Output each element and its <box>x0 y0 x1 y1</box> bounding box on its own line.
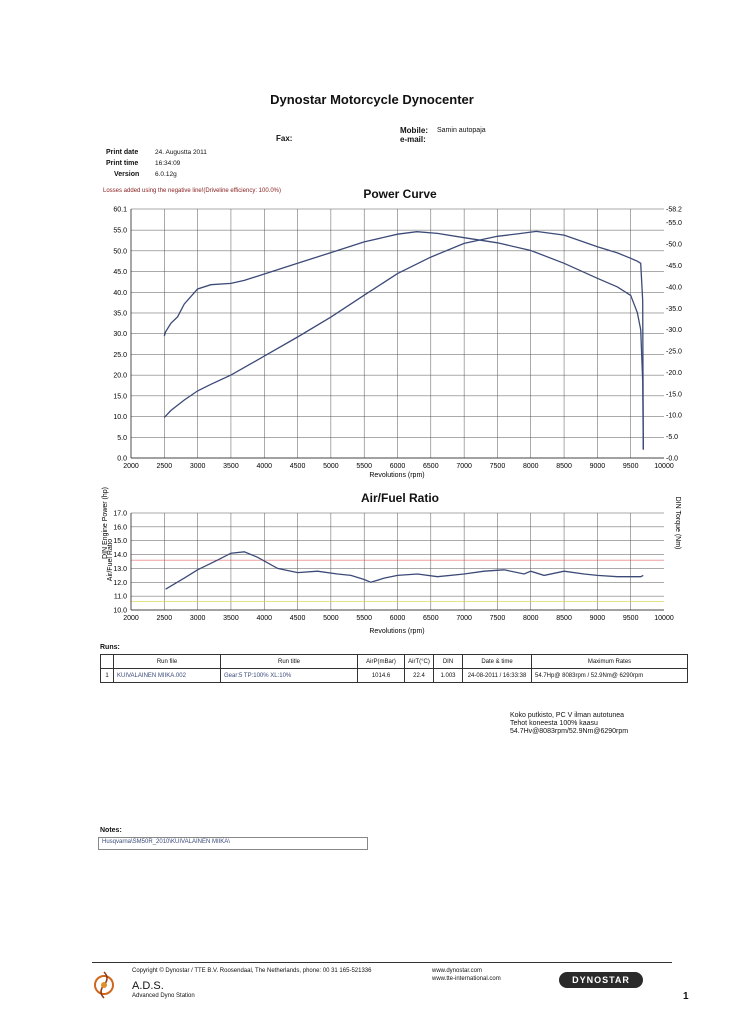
y-tick-label: 16.0 <box>113 524 127 532</box>
row-datetime: 24-08-2011 / 16:33:38 <box>463 669 532 683</box>
version-value: 6.0.12g <box>155 171 177 178</box>
x-tick-label: 6000 <box>389 615 406 622</box>
x-tick-label: 8500 <box>556 463 572 470</box>
x-tick-label: 7500 <box>489 615 506 622</box>
x-tick-label: 8500 <box>556 615 572 622</box>
col-airp: AirP(mBar) <box>358 655 405 669</box>
y-tick-label: 13.0 <box>113 565 127 573</box>
ads-title: A.D.S. <box>132 980 164 992</box>
row-run-file: KUIVALAINEN MIIKA.002 <box>114 669 221 683</box>
y2-tick-label: -58.2 <box>666 206 682 214</box>
print-date-value: 24. Augustta 2011 <box>155 149 207 156</box>
row-airt: 22.4 <box>405 669 434 683</box>
y-tick-label: 15.0 <box>113 538 127 546</box>
y-tick-label: 0.0 <box>117 455 127 463</box>
runs-table <box>100 654 688 683</box>
y2-tick-label: -15.0 <box>666 391 682 399</box>
dynostar-logo: DYNOSTAR <box>559 972 643 988</box>
x-tick-label: 3000 <box>189 463 206 470</box>
x-tick-label: 5000 <box>323 463 339 470</box>
comment-line-2: Tehot koneesta 100% kaasu <box>510 720 598 727</box>
power-chart-title: Power Curve <box>363 187 437 201</box>
y2-tick-label: -5.0 <box>666 434 679 442</box>
table-row[interactable] <box>101 669 688 683</box>
power-y-axis-label: DIN Engine Power (hp) <box>102 487 109 559</box>
y2-tick-label: -35.0 <box>666 305 682 313</box>
fax-label: Fax: <box>276 134 293 143</box>
x-tick-label: 2500 <box>156 615 173 622</box>
runs-header-row <box>101 655 688 669</box>
y-tick-label: 40.0 <box>113 289 127 297</box>
col-run-file: Run file <box>114 655 221 669</box>
y-tick-label: 35.0 <box>113 310 127 318</box>
copyright-text: Copyright © Dynostar / TTE B.V. Roosendaal, The Netherlands, phone: 00 31 165-521336 <box>132 968 372 974</box>
x-tick-label: 5000 <box>323 615 339 622</box>
x-tick-label: 8000 <box>522 463 539 470</box>
row-airp: 1014.6 <box>358 669 405 683</box>
x-tick-label: 10000 <box>654 615 674 622</box>
row-max-rates: 54.7Hp@ 8083rpm / 52.9Nm@ 6290rpm <box>532 669 688 683</box>
y2-tick-label: -0.0 <box>666 455 679 463</box>
comment-block <box>510 712 628 736</box>
x-tick-label: 2500 <box>156 463 173 470</box>
print-time-value: 16:34:09 <box>155 160 181 167</box>
afr-y-axis-label: Air/Fuel Ratio <box>107 538 114 582</box>
x-tick-label: 3500 <box>223 463 239 470</box>
power-curve <box>164 231 643 449</box>
x-tick-label: 6000 <box>389 463 406 470</box>
y2-tick-label: -30.0 <box>666 327 682 335</box>
x-tick-label: 9000 <box>589 463 606 470</box>
x-tick-label: 8000 <box>522 615 539 622</box>
x-tick-label: 5500 <box>356 463 372 470</box>
x-tick-label: 5500 <box>356 615 372 622</box>
y2-tick-label: -40.0 <box>666 284 682 292</box>
x-tick-label: 4500 <box>289 615 306 622</box>
y-tick-label: 25.0 <box>113 351 127 359</box>
row-index: 1 <box>101 669 114 683</box>
x-tick-label: 3500 <box>223 615 239 622</box>
power-y2-axis-label: DIN Torque (Nm) <box>674 496 681 550</box>
row-run-title: Gear:5 TP:100% XL:10% <box>221 669 358 683</box>
mobile-value: Samin autopaja <box>437 127 486 134</box>
page-number: 1 <box>683 991 689 1002</box>
x-tick-label: 2000 <box>123 615 139 622</box>
y2-tick-label: -25.0 <box>666 348 682 356</box>
y-tick-label: 60.1 <box>113 206 127 214</box>
x-tick-label: 9000 <box>589 615 606 622</box>
y-tick-label: 20.0 <box>113 372 127 380</box>
x-tick-label: 4500 <box>289 463 306 470</box>
y2-tick-label: -45.0 <box>666 262 682 270</box>
redacted-block <box>330 112 376 124</box>
version-label: Version <box>114 171 140 178</box>
y2-tick-label: -50.0 <box>666 241 682 249</box>
y-tick-label: 10.0 <box>113 607 127 615</box>
runs-label: Runs: <box>100 644 120 651</box>
col-din: DIN <box>434 655 463 669</box>
x-tick-label: 3000 <box>189 615 206 622</box>
mobile-label: Mobile: <box>400 126 428 135</box>
y-tick-label: 50.0 <box>113 248 127 256</box>
y-tick-label: 12.0 <box>113 579 127 587</box>
web-link-tte[interactable]: www.tte-international.com <box>432 976 501 982</box>
comment-line-1: Koko putkisto, PC V ilman autotunea <box>510 712 625 719</box>
y-tick-label: 11.0 <box>113 593 127 601</box>
afr-chart-title: Air/Fuel Ratio <box>360 491 439 505</box>
y-tick-label: 10.0 <box>113 414 127 422</box>
col-max-rates: Maximum Rates <box>532 655 688 669</box>
y-tick-label: 15.0 <box>113 393 127 401</box>
comment-line-3: 54.7Hv@8083rpm/52.9Nm@6290rpm <box>510 728 629 735</box>
col-run-title: Run title <box>221 655 358 669</box>
notes-field: Husqvarna\SM50R_2010\KUIVALAINEN MIIKA\ <box>98 837 368 850</box>
web-link-dynostar[interactable]: www.dynostar.com <box>432 968 483 974</box>
losses-note: Losses added using the negative line!(Driveline efficiency: 100.0%) <box>103 188 281 194</box>
x-tick-label: 6500 <box>423 463 439 470</box>
email-label: e-mail: <box>400 135 426 144</box>
row-din: 1.003 <box>434 669 463 683</box>
y-tick-label: 45.0 <box>113 269 127 277</box>
notes-label: Notes: <box>100 827 122 834</box>
print-time-label: Print time <box>106 160 139 167</box>
col-index <box>101 655 114 669</box>
ads-logo-icon <box>90 968 118 1002</box>
x-tick-label: 7000 <box>456 615 472 622</box>
y-tick-label: 55.0 <box>113 227 127 235</box>
y-tick-label: 30.0 <box>113 331 127 339</box>
power-x-axis-label: Revolutions (rpm) <box>369 472 425 479</box>
x-tick-label: 9500 <box>622 463 639 470</box>
y-tick-label: 5.0 <box>117 434 127 442</box>
y-tick-label: 17.0 <box>113 510 127 518</box>
x-tick-label: 7500 <box>489 463 506 470</box>
print-date-label: Print date <box>106 149 139 156</box>
page-title: Dynostar Motorcycle Dynocenter <box>270 92 474 107</box>
afr-curve <box>166 552 644 589</box>
y2-tick-label: -10.0 <box>666 412 682 420</box>
col-datetime: Date & time <box>463 655 532 669</box>
y2-tick-label: -55.0 <box>666 220 682 228</box>
col-airt: AirT(°C) <box>405 655 434 669</box>
ads-subtitle: Advanced Dyno Station <box>132 993 195 999</box>
x-tick-label: 6500 <box>423 615 439 622</box>
x-tick-label: 4000 <box>256 463 273 470</box>
x-tick-label: 4000 <box>256 615 273 622</box>
x-tick-label: 9500 <box>622 615 639 622</box>
x-tick-label: 10000 <box>654 463 674 470</box>
afr-x-axis-label: Revolutions (rpm) <box>369 628 425 635</box>
y-tick-label: 14.0 <box>113 552 127 560</box>
y2-tick-label: -20.0 <box>666 369 682 377</box>
x-tick-label: 7000 <box>456 463 472 470</box>
afr-chart <box>0 500 744 640</box>
footer-divider <box>92 962 672 963</box>
x-tick-label: 2000 <box>123 463 139 470</box>
